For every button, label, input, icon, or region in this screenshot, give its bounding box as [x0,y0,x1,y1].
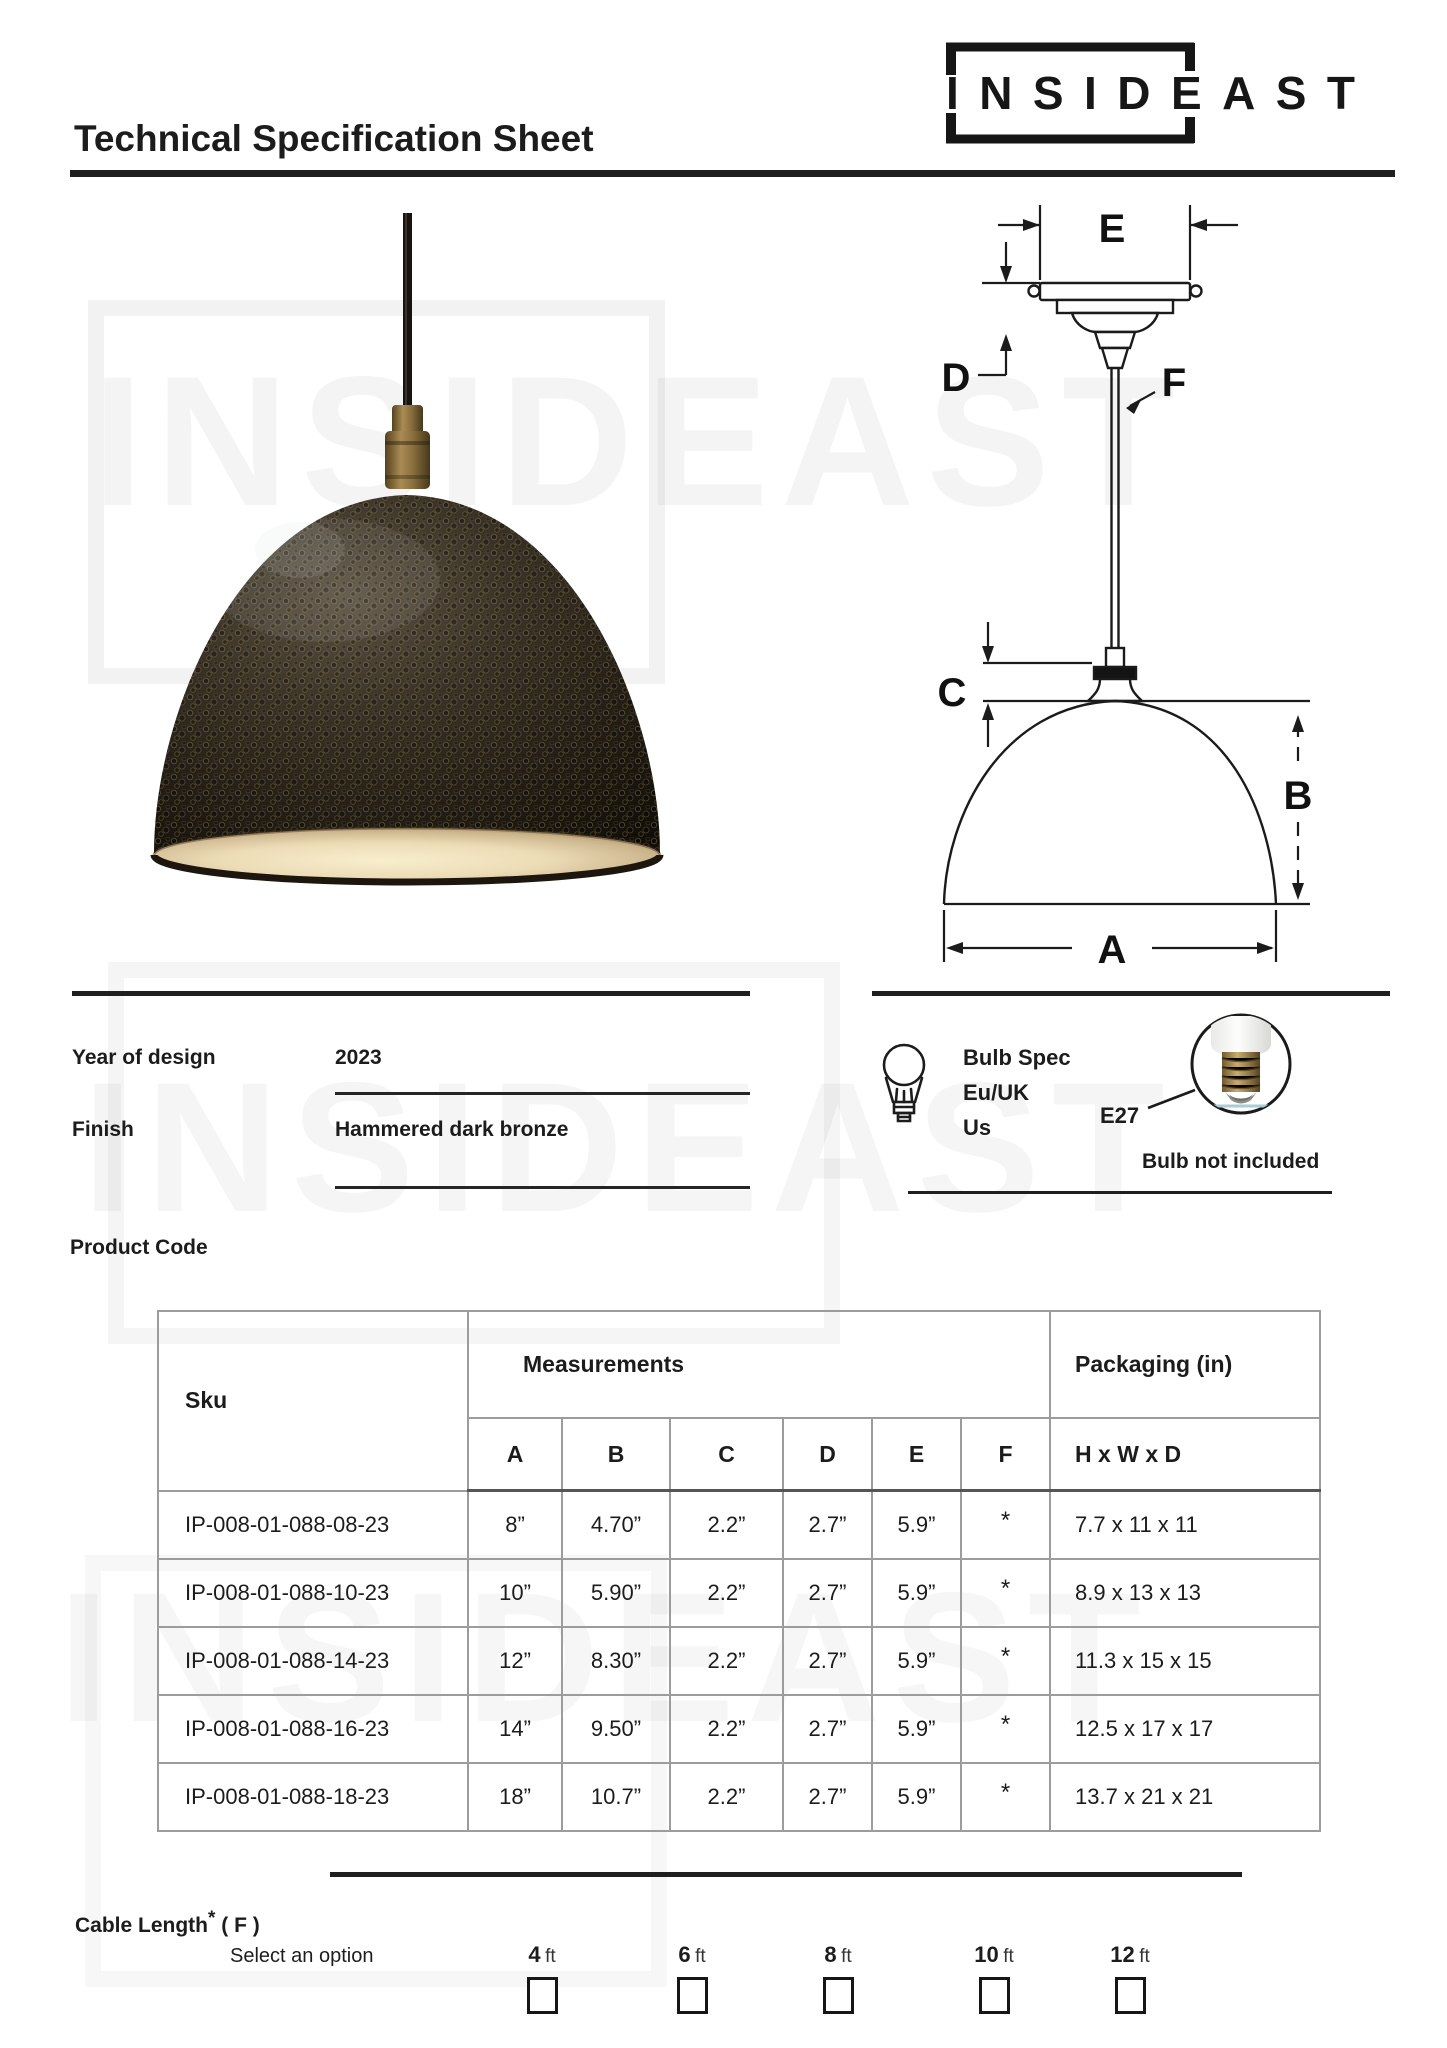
dimension-diagram [890,170,1447,980]
cable-length-option-12ft: 12 ft [1098,1942,1162,2014]
cell-d: 2.7” [783,1695,872,1763]
select-option-label: Select an option [230,1945,374,1967]
cable-length-checkbox-8ft[interactable] [823,1977,854,2014]
cable-length-option-6ft: 6 ft [660,1942,724,2014]
brand-logo [945,33,1365,151]
cell-e: 5.9” [872,1627,961,1695]
table-header-measurements: Measurements [468,1311,1050,1418]
cell-a: 8” [468,1491,562,1560]
dimension-label-f: F [1161,361,1187,405]
canopy-plate [1040,283,1190,300]
product-photo [90,165,730,945]
table-row [158,1695,1320,1763]
cell-packaging: 11.3 x 15 x 15 [1050,1627,1320,1695]
table-subheader-hwd: H x W x D [1050,1418,1320,1491]
socket-collar [1106,648,1124,667]
spec-table [157,1310,1321,1832]
table-subheader-d: D [783,1418,872,1491]
cable-length-option-10ft: 10 ft [962,1942,1026,2014]
cable-length-checkbox-10ft[interactable] [979,1977,1010,2014]
brand-logo-text: INSIDEAST [946,67,1361,119]
table-row [158,1627,1320,1695]
product-code-label: Product Code [70,1236,208,1259]
bulb-not-included-note: Bulb not included [1142,1150,1320,1173]
cable-length-checkbox-4ft[interactable] [527,1977,558,2014]
pendant-dome-interior [154,828,660,882]
dimension-label-e: E [1098,207,1126,251]
cable-length-label: Cable Length* ( F ) [75,1908,260,1937]
dimension-label-d: D [941,356,971,400]
e27-socket-photo [1125,1008,1300,1123]
bulb-spec-line: Bulb Spec [963,1045,1071,1070]
cell-c: 2.2” [670,1695,783,1763]
table-subheader-b: B [562,1418,670,1491]
table-row [158,1491,1320,1560]
cell-f: * [961,1627,1050,1695]
bulb-icon [876,1042,932,1128]
cell-packaging: 13.7 x 21 x 21 [1050,1763,1320,1831]
year-of-design-value: 2023 [335,1046,382,1069]
cell-f: * [961,1559,1050,1627]
pendant-cable [403,213,412,409]
cell-d: 2.7” [783,1763,872,1831]
e27-label: E27 [1100,1103,1140,1128]
cell-c: 2.2” [670,1491,783,1560]
dimension-label-b: B [1283,774,1313,818]
cell-d: 2.7” [783,1491,872,1560]
cell-packaging: 7.7 x 11 x 11 [1050,1491,1320,1560]
canopy-screw-left [1029,286,1040,297]
cell-e: 5.9” [872,1763,961,1831]
canopy-screw-right [1191,286,1202,297]
cell-e: 5.9” [872,1559,961,1627]
bulb-spec-line: Us [963,1115,992,1140]
cable-length-checkbox-6ft[interactable] [677,1977,708,2014]
canopy-step [1057,300,1173,313]
cell-c: 2.2” [670,1627,783,1695]
table-subheader-f: F [961,1418,1050,1491]
cell-sku: IP-008-01-088-14-23 [158,1627,468,1695]
dome-outline [944,701,1276,904]
dimension-label-a: A [1097,928,1127,972]
cell-d: 2.7” [783,1559,872,1627]
finish-label: Finish [72,1118,134,1141]
cell-f: * [961,1695,1050,1763]
table-subheader-e: E [872,1418,961,1491]
canopy-neck [1095,332,1135,348]
table-header-sku: Sku [158,1311,468,1491]
cell-b: 9.50” [562,1695,670,1763]
socket-cup [1088,679,1142,701]
socket-band [1094,667,1136,679]
cell-e: 5.9” [872,1491,961,1560]
cell-b: 10.7” [562,1763,670,1831]
cell-c: 2.2” [670,1763,783,1831]
cell-a: 12” [468,1627,562,1695]
cell-f: * [961,1491,1050,1560]
table-row [158,1559,1320,1627]
cell-c: 2.2” [670,1559,783,1627]
cell-packaging: 8.9 x 13 x 13 [1050,1559,1320,1627]
required-asterisk: * [208,1908,216,1929]
table-subheader-a: A [468,1418,562,1491]
cell-sku: IP-008-01-088-08-23 [158,1491,468,1560]
cell-a: 10” [468,1559,562,1627]
cell-d: 2.7” [783,1627,872,1695]
cable-length-checkbox-12ft[interactable] [1115,1977,1146,2014]
cell-b: 4.70” [562,1491,670,1560]
cell-b: 5.90” [562,1559,670,1627]
finish-value: Hammered dark bronze [335,1118,569,1141]
bulb-spec-line: Eu/UK [963,1080,1029,1105]
table-header-packaging: Packaging (in) [1050,1311,1320,1418]
bulb-spec-text [963,1040,1071,1145]
cell-sku: IP-008-01-088-10-23 [158,1559,468,1627]
pendant-dome [154,495,660,853]
cell-f: * [961,1763,1050,1831]
table-row [158,1763,1320,1831]
pendant-socket [385,405,430,489]
dimension-label-c: C [937,671,967,715]
cell-packaging: 12.5 x 17 x 17 [1050,1695,1320,1763]
table-subheader-c: C [670,1418,783,1491]
cell-a: 18” [468,1763,562,1831]
page-title: Technical Specification Sheet [74,118,594,159]
year-of-design-label: Year of design [72,1046,216,1069]
cell-a: 14” [468,1695,562,1763]
cell-e: 5.9” [872,1695,961,1763]
cell-sku: IP-008-01-088-18-23 [158,1763,468,1831]
cable-length-option-8ft: 8 ft [806,1942,870,2014]
cord-grip [1102,348,1128,368]
canopy-shoulder [1072,313,1158,332]
cell-sku: IP-008-01-088-16-23 [158,1695,468,1763]
cell-b: 8.30” [562,1627,670,1695]
cable-length-option-4ft: 4 ft [510,1942,574,2014]
